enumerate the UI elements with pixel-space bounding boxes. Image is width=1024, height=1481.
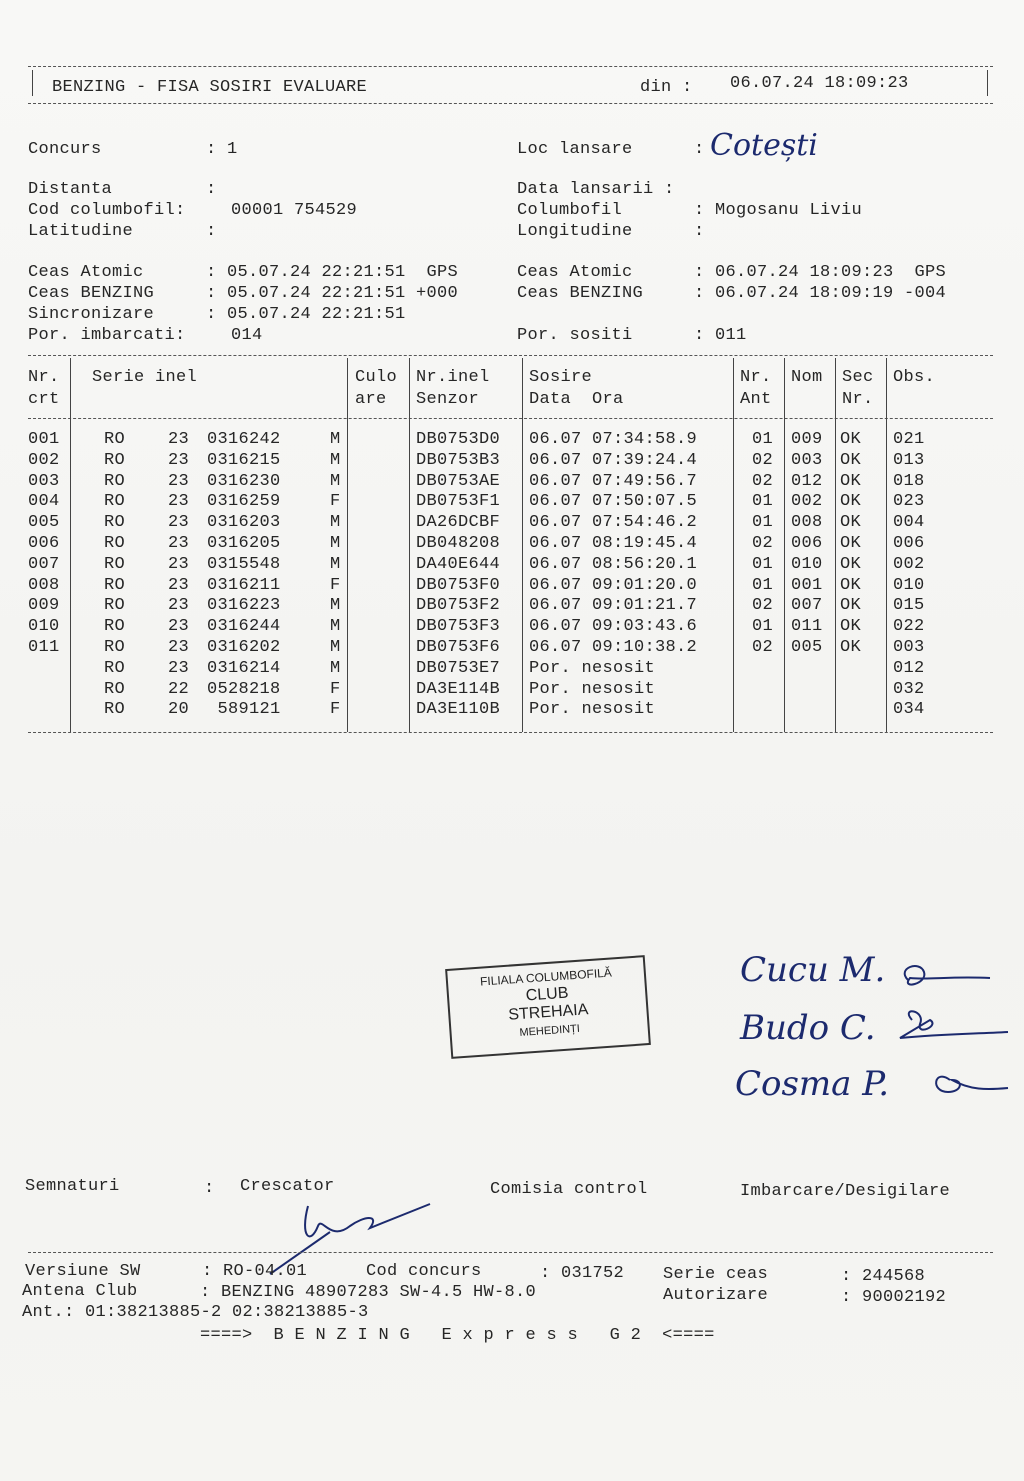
cell-obs: 022 — [893, 617, 925, 637]
cell-ant: 01 — [752, 575, 774, 595]
cell-nom: 005 — [791, 638, 823, 657]
autorizare-value: : 90002192 — [841, 1288, 947, 1307]
cell-sec: OK — [840, 492, 862, 512]
cod-concurs-value: : 031752 — [540, 1264, 625, 1283]
semnaturi-colon: : — [204, 1179, 215, 1198]
cell-ant: 01 — [752, 492, 774, 512]
cell-obs: 004 — [893, 513, 925, 533]
distanta-value: : — [206, 180, 217, 199]
cell-nr: 008 — [28, 575, 60, 595]
cell-nr: 001 — [28, 430, 60, 449]
cod-concurs-label: Cod concurs — [366, 1262, 482, 1281]
cell-nom: 007 — [791, 596, 823, 616]
header-nr-ant: Nr. — [740, 368, 772, 387]
cell-an: 23 — [168, 471, 190, 491]
cell-senzor: DB0753E7 — [416, 658, 501, 678]
autorizare-label: Autorizare — [663, 1286, 769, 1305]
cell-tara: RO — [104, 430, 126, 449]
cell-senzor: DB0753F0 — [416, 575, 501, 595]
header-bottom-rule — [28, 103, 993, 104]
cell-obs: 018 — [893, 471, 925, 491]
cell-inel: 0316244 — [207, 617, 281, 637]
cell-nom: 010 — [791, 554, 823, 574]
cell-obs: 012 — [893, 658, 925, 678]
table-row — [0, 595, 1024, 616]
serie-ceas-label: Serie ceas — [663, 1265, 769, 1284]
table-row — [0, 533, 1024, 554]
header-data-ora: Data Ora — [529, 390, 624, 409]
cell-sosire: 06.07 09:01:20.0 — [529, 575, 698, 595]
col-sep-nr — [70, 358, 71, 732]
cell-tara: RO — [104, 700, 126, 720]
header-sosire: Sosire — [529, 368, 593, 387]
cell-obs: 002 — [893, 554, 925, 574]
footer-rule — [28, 1252, 993, 1253]
header-crt: crt — [28, 390, 60, 409]
cell-nr: 002 — [28, 450, 60, 470]
loc-lansare-handwritten: Cotești — [710, 128, 818, 163]
header-sec-nr: Nr. — [842, 390, 874, 409]
cell-nom: 001 — [791, 575, 823, 595]
table-row — [0, 699, 1024, 720]
cell-an: 23 — [168, 596, 190, 616]
ceas-benzing-right-value: : 06.07.24 18:09:19 -004 — [694, 284, 947, 303]
cell-sec: OK — [840, 450, 862, 470]
cell-tara: RO — [104, 638, 126, 657]
cell-obs: 003 — [893, 638, 925, 657]
cell-tara: RO — [104, 596, 126, 616]
cell-sex: F — [330, 492, 341, 512]
table-bottom-rule — [28, 732, 993, 733]
crescator-label: Crescator — [240, 1177, 335, 1196]
cell-senzor: DB048208 — [416, 534, 501, 553]
cell-nr: 011 — [28, 638, 60, 657]
cell-obs: 032 — [893, 679, 925, 699]
cell-an: 23 — [168, 513, 190, 533]
header-nr: Nr. — [28, 368, 60, 387]
header-nom: Nom — [791, 368, 823, 387]
cell-sex: M — [330, 534, 341, 553]
cell-sex: M — [330, 450, 341, 470]
cell-sex: F — [330, 679, 341, 699]
cod-columbofil-label: Cod columbofil: — [28, 201, 186, 220]
cell-an: 23 — [168, 450, 190, 470]
cod-columbofil-value: 00001 754529 — [231, 201, 358, 220]
col-sep-senzor — [522, 358, 523, 732]
cell-nr: 005 — [28, 513, 60, 533]
imbarcare-desigilare-label: Imbarcare/Desigilare — [740, 1182, 951, 1201]
cell-sex: M — [330, 617, 341, 637]
cell-sec: OK — [840, 554, 862, 574]
cell-inel: 0316203 — [207, 513, 281, 533]
cell-nom: 008 — [791, 513, 823, 533]
antenna-ids: Ant.: 01:38213885-2 02:38213885-3 — [22, 1303, 369, 1322]
antena-club-value: : BENZING 48907283 SW-4.5 HW-8.0 — [200, 1283, 537, 1302]
ceas-benzing-left-label: Ceas BENZING — [28, 284, 155, 303]
cell-ant: 02 — [752, 638, 774, 657]
club-stamp — [445, 955, 651, 1059]
columbofil-label: Columbofil — [517, 201, 623, 220]
cell-obs: 015 — [893, 596, 925, 616]
cell-obs: 021 — [893, 430, 925, 449]
cell-an: 23 — [168, 430, 190, 449]
cell-sex: M — [330, 430, 341, 449]
cell-sosire: 06.07 08:56:20.1 — [529, 554, 698, 574]
columbofil-value: : Mogosanu Liviu — [694, 201, 863, 220]
cell-sec: OK — [840, 471, 862, 491]
cell-nom: 006 — [791, 534, 823, 553]
latitudine-label: Latitudine — [28, 222, 134, 241]
cell-nr: 004 — [28, 492, 60, 512]
handwritten-name-2: Budo C. — [740, 1008, 876, 1048]
sincronizare-value: : 05.07.24 22:21:51 — [206, 305, 406, 324]
ceas-atomic-right-label: Ceas Atomic — [517, 263, 633, 282]
header-senzor: Senzor — [416, 390, 480, 409]
cell-ant: 01 — [752, 554, 774, 574]
por-imbarcati-value: 014 — [231, 326, 263, 345]
header-top-rule — [28, 66, 993, 67]
din-label: din : — [640, 78, 693, 97]
col-sep-serie — [347, 358, 348, 732]
header-right-bar — [987, 70, 988, 96]
cell-tara: RO — [104, 575, 126, 595]
table-row — [0, 616, 1024, 637]
cell-tara: RO — [104, 534, 126, 553]
cell-ant: 02 — [752, 450, 774, 470]
cell-nom: 012 — [791, 471, 823, 491]
cell-tara: RO — [104, 492, 126, 512]
report-datetime: 06.07.24 18:09:23 — [730, 74, 909, 93]
cell-sec: OK — [840, 617, 862, 637]
cell-sosire: 06.07 09:01:21.7 — [529, 596, 698, 616]
header-culoare-1: Culo — [355, 368, 398, 387]
cell-sosire: 06.07 07:34:58.9 — [529, 430, 698, 449]
table-row — [0, 429, 1024, 450]
versiune-sw-label: Versiune SW — [25, 1262, 141, 1281]
cell-sosire: 06.07 07:39:24.4 — [529, 450, 698, 470]
table-row — [0, 575, 1024, 596]
benzing-banner: ====> B E N Z I N G E x p r e s s G 2 <==== — [200, 1326, 715, 1345]
ceas-benzing-left-value: : 05.07.24 22:21:51 +000 — [206, 284, 459, 303]
cell-obs: 034 — [893, 700, 925, 720]
table-header-rule — [28, 418, 993, 419]
cell-nr: 009 — [28, 596, 60, 616]
cell-inel: 589121 — [207, 700, 281, 720]
cell-inel: 0528218 — [207, 679, 281, 699]
cell-sex: F — [330, 700, 341, 720]
table-row — [0, 679, 1024, 700]
cell-tara: RO — [104, 450, 126, 470]
cell-obs: 006 — [893, 534, 925, 553]
cell-sex: M — [330, 596, 341, 616]
ceas-atomic-left-value: : 05.07.24 22:21:51 GPS — [206, 263, 459, 282]
cell-senzor: DA26DCBF — [416, 513, 501, 533]
cell-senzor: DB0753F6 — [416, 638, 501, 657]
semnaturi-label: Semnaturi — [25, 1177, 120, 1196]
cell-tara: RO — [104, 513, 126, 533]
header-culoare-2: are — [355, 390, 387, 409]
latitudine-value: : — [206, 222, 217, 241]
cell-sec: OK — [840, 430, 862, 449]
cell-tara: RO — [104, 658, 126, 678]
table-row — [0, 637, 1024, 658]
cell-ant: 02 — [752, 596, 774, 616]
cell-senzor: DB0753AE — [416, 471, 501, 491]
loc-lansare-label: Loc lansare — [517, 140, 633, 159]
cell-inel: 0316211 — [207, 575, 281, 595]
table-top-rule — [28, 355, 993, 356]
cell-ant: 01 — [752, 513, 774, 533]
cell-an: 20 — [168, 700, 190, 720]
table-row — [0, 450, 1024, 471]
ceas-atomic-left-label: Ceas Atomic — [28, 263, 144, 282]
concurs-value: : 1 — [206, 140, 238, 159]
ceas-benzing-right-label: Ceas BENZING — [517, 284, 644, 303]
cell-ant: 02 — [752, 471, 774, 491]
header-nr-inel: Nr.inel — [416, 368, 490, 387]
cell-inel: 0316242 — [207, 430, 281, 449]
por-imbarcati-label: Por. imbarcati: — [28, 326, 186, 345]
cell-senzor: DB0753D0 — [416, 430, 501, 449]
por-sositi-label: Por. sositi — [517, 326, 633, 345]
cell-senzor: DB0753F2 — [416, 596, 501, 616]
cell-sex: M — [330, 658, 341, 678]
cell-an: 22 — [168, 679, 190, 699]
cell-senzor: DB0753B3 — [416, 450, 501, 470]
cell-an: 23 — [168, 575, 190, 595]
cell-sec: OK — [840, 534, 862, 553]
col-sep-sosire — [733, 358, 734, 732]
stamp-line-3: STREHAIA — [507, 1001, 589, 1024]
cell-sex: M — [330, 471, 341, 491]
cell-nom: 009 — [791, 430, 823, 449]
cell-nom: 003 — [791, 450, 823, 470]
cell-sosire: 06.07 09:10:38.2 — [529, 638, 698, 657]
cell-sosire: 06.07 09:03:43.6 — [529, 617, 698, 637]
sincronizare-label: Sincronizare — [28, 305, 155, 324]
cell-inel: 0316202 — [207, 638, 281, 657]
cell-senzor: DA3E114B — [416, 679, 501, 699]
cell-nr: 010 — [28, 617, 60, 637]
cell-inel: 0315548 — [207, 554, 281, 574]
col-sep-ant — [784, 358, 785, 732]
cell-sosire: 06.07 07:50:07.5 — [529, 492, 698, 512]
stamp-line-2: CLUB — [525, 984, 570, 1005]
cell-inel: 0316205 — [207, 534, 281, 553]
col-sep-culoare — [409, 358, 410, 732]
loc-lansare-colon: : — [694, 140, 705, 159]
header-serie-inel: Serie inel — [92, 368, 198, 387]
versiune-sw-value: : RO-04.01 — [202, 1262, 308, 1281]
por-sositi-value: : 011 — [694, 326, 747, 345]
cell-sec: OK — [840, 596, 862, 616]
document-title: BENZING - FISA SOSIRI EVALUARE — [52, 78, 368, 97]
handwritten-name-3: Cosma P. — [735, 1064, 890, 1104]
antena-club-label: Antena Club — [22, 1282, 138, 1301]
header-sec: Sec — [842, 368, 874, 387]
cell-ant: 01 — [752, 617, 774, 637]
table-row — [0, 554, 1024, 575]
cell-nr: 006 — [28, 534, 60, 553]
cell-senzor: DA40E644 — [416, 554, 501, 574]
cell-sosire: Por. nesosit — [529, 700, 656, 720]
distanta-label: Distanta — [28, 180, 113, 199]
cell-sex: M — [330, 554, 341, 574]
cell-sex: M — [330, 638, 341, 657]
cell-ant: 01 — [752, 430, 774, 449]
concurs-label: Concurs — [28, 140, 102, 159]
ceas-atomic-right-value: : 06.07.24 18:09:23 GPS — [694, 263, 947, 282]
cell-inel: 0316230 — [207, 471, 281, 491]
cell-sosire: 06.07 07:54:46.2 — [529, 513, 698, 533]
header-ant: Ant — [740, 390, 772, 409]
cell-inel: 0316214 — [207, 658, 281, 678]
cell-an: 23 — [168, 638, 190, 657]
cell-sosire: 06.07 08:19:45.4 — [529, 534, 698, 553]
longitudine-label: Longitudine — [517, 222, 633, 241]
handwritten-initials-signatures — [890, 950, 1010, 1100]
table-row — [0, 491, 1024, 512]
cell-sosire: 06.07 07:49:56.7 — [529, 471, 698, 491]
cell-sex: F — [330, 575, 341, 595]
stamp-line-4: MEHEDINȚI — [519, 1022, 581, 1040]
cell-nr: 003 — [28, 471, 60, 491]
data-lansarii-label: Data lansarii : — [517, 180, 675, 199]
cell-obs: 013 — [893, 450, 925, 470]
table-row — [0, 512, 1024, 533]
col-sep-sec — [886, 358, 887, 732]
cell-an: 23 — [168, 492, 190, 512]
stamp-line-1: FILIALA COLUMBOFILĂ — [479, 965, 613, 989]
cell-sec: OK — [840, 513, 862, 533]
cell-nom: 002 — [791, 492, 823, 512]
cell-sex: M — [330, 513, 341, 533]
cell-an: 23 — [168, 534, 190, 553]
cell-inel: 0316223 — [207, 596, 281, 616]
cell-an: 23 — [168, 617, 190, 637]
cell-obs: 023 — [893, 492, 925, 512]
col-sep-nom — [835, 358, 836, 732]
cell-senzor: DA3E110B — [416, 700, 501, 720]
cell-tara: RO — [104, 679, 126, 699]
cell-sec: OK — [840, 638, 862, 657]
handwritten-name-1: Cucu M. — [740, 950, 886, 990]
cell-tara: RO — [104, 554, 126, 574]
cell-nom: 011 — [791, 617, 823, 637]
cell-an: 23 — [168, 658, 190, 678]
cell-an: 23 — [168, 554, 190, 574]
cell-ant: 02 — [752, 534, 774, 553]
cell-inel: 0316215 — [207, 450, 281, 470]
cell-obs: 010 — [893, 575, 925, 595]
table-row — [0, 658, 1024, 679]
header-left-bar — [32, 70, 33, 96]
cell-senzor: DB0753F1 — [416, 492, 501, 512]
cell-sosire: Por. nesosit — [529, 658, 656, 678]
cell-senzor: DB0753F3 — [416, 617, 501, 637]
cell-sec: OK — [840, 575, 862, 595]
cell-inel: 0316259 — [207, 492, 281, 512]
cell-nr: 007 — [28, 554, 60, 574]
serie-ceas-value: : 244568 — [841, 1267, 926, 1286]
cell-tara: RO — [104, 471, 126, 491]
cell-sosire: Por. nesosit — [529, 679, 656, 699]
longitudine-value: : — [694, 222, 705, 241]
header-obs: Obs. — [893, 368, 936, 387]
table-row — [0, 471, 1024, 492]
cell-tara: RO — [104, 617, 126, 637]
comisia-control-label: Comisia control — [490, 1180, 648, 1199]
